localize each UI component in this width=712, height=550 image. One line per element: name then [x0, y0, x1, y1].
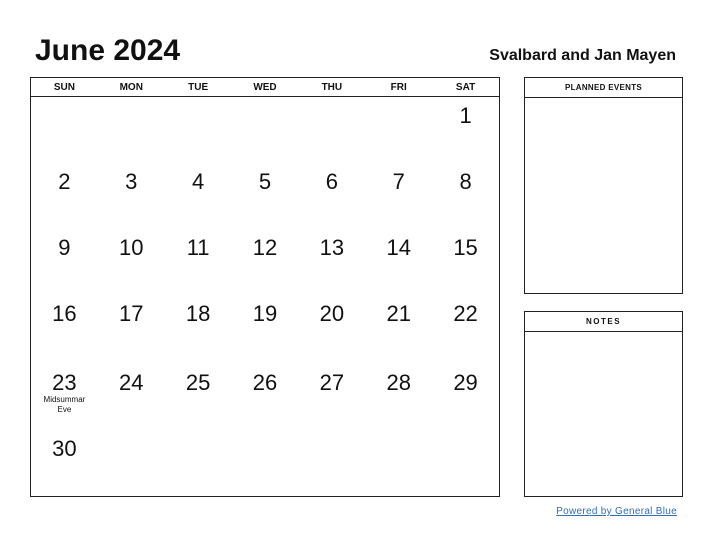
day-cell-19	[232, 295, 299, 364]
day-number: 9	[58, 235, 71, 260]
day-number: 25	[185, 370, 211, 395]
day-number: 21	[386, 301, 411, 326]
day-number: 16	[52, 301, 77, 326]
day-number: 24	[119, 370, 144, 395]
day-number: 12	[252, 235, 278, 260]
day-cell-29	[432, 364, 499, 430]
day-cell-8	[432, 163, 499, 229]
day-number: 30	[52, 436, 77, 461]
calendar-grid	[30, 77, 500, 497]
empty-day-cell	[298, 430, 365, 490]
day-cell-16	[31, 295, 98, 364]
day-cell-25	[165, 364, 232, 430]
day-cell-30	[31, 430, 98, 490]
day-cell-22	[432, 295, 499, 364]
day-number: 4	[192, 169, 205, 194]
day-number: 7	[392, 169, 405, 194]
day-cell-18	[165, 295, 232, 364]
day-number: 28	[386, 370, 411, 395]
day-cell-17	[98, 295, 165, 364]
holiday-label: Midsummar Eve	[43, 395, 86, 414]
day-number: 2	[58, 169, 71, 194]
day-number: 22	[453, 301, 478, 326]
day-cell-14	[365, 229, 432, 295]
weekday-fri: FRI	[390, 82, 407, 93]
planned-events-title: PLANNED EVENTS	[525, 78, 682, 98]
day-number: 11	[186, 235, 210, 260]
empty-day-cell	[232, 430, 299, 490]
empty-day-cell	[365, 430, 432, 490]
empty-day-cell	[432, 430, 499, 490]
day-cell-2	[31, 163, 98, 229]
day-number: 15	[453, 235, 478, 260]
day-cell-21	[365, 295, 432, 364]
weekday-sat: SAT	[455, 82, 476, 93]
day-number: 10	[119, 235, 144, 260]
day-number: 23	[52, 370, 77, 395]
day-cell-5	[232, 163, 299, 229]
empty-day-cell	[31, 97, 98, 163]
day-number: 13	[319, 235, 345, 260]
empty-day-cell	[298, 97, 365, 163]
day-cell-1	[432, 97, 499, 163]
day-number: 1	[459, 103, 472, 128]
country-label: Svalbard and Jan Mayen	[489, 47, 676, 64]
day-number: 14	[386, 235, 411, 260]
day-cell-3	[98, 163, 165, 229]
day-cell-20	[298, 295, 365, 364]
day-cell-24	[98, 364, 165, 430]
empty-day-cell	[98, 430, 165, 490]
empty-day-cell	[232, 97, 299, 163]
day-cell-11	[165, 229, 232, 295]
weekday-mon: MON	[119, 82, 143, 93]
day-number: 8	[459, 169, 472, 194]
weekday-header-row	[31, 78, 499, 97]
day-number: 3	[125, 169, 138, 194]
page-title: June 2024	[35, 34, 181, 67]
day-cell-26	[232, 364, 299, 430]
day-cell-23	[31, 364, 98, 430]
powered-by-link[interactable]: Powered by General Blue	[556, 506, 677, 517]
day-cell-10	[98, 229, 165, 295]
day-cell-12	[232, 229, 299, 295]
notes-title: NOTES	[525, 312, 682, 332]
weekday-tue: TUE	[188, 82, 209, 93]
day-cell-9	[31, 229, 98, 295]
day-cell-13	[298, 229, 365, 295]
empty-day-cell	[365, 97, 432, 163]
day-number: 27	[319, 370, 345, 395]
day-number: 18	[185, 301, 211, 326]
day-cell-4	[165, 163, 232, 229]
empty-day-cell	[165, 430, 232, 490]
weekday-sun: SUN	[53, 82, 75, 93]
day-cell-27	[298, 364, 365, 430]
day-cell-28	[365, 364, 432, 430]
day-number: 20	[319, 301, 345, 326]
notes-panel	[524, 311, 683, 497]
empty-day-cell	[98, 97, 165, 163]
day-cell-6	[298, 163, 365, 229]
day-cell-7	[365, 163, 432, 229]
day-number: 29	[453, 370, 478, 395]
day-number: 5	[258, 169, 272, 194]
weekday-thu: THU	[321, 82, 343, 93]
weekday-wed: WED	[253, 82, 277, 93]
day-number: 26	[252, 370, 278, 395]
day-number: 19	[252, 301, 278, 326]
day-number: 17	[119, 301, 144, 326]
day-number: 6	[325, 169, 338, 194]
calendar-body	[31, 97, 499, 490]
day-cell-15	[432, 229, 499, 295]
planned-events-panel	[524, 77, 683, 294]
empty-day-cell	[165, 97, 232, 163]
